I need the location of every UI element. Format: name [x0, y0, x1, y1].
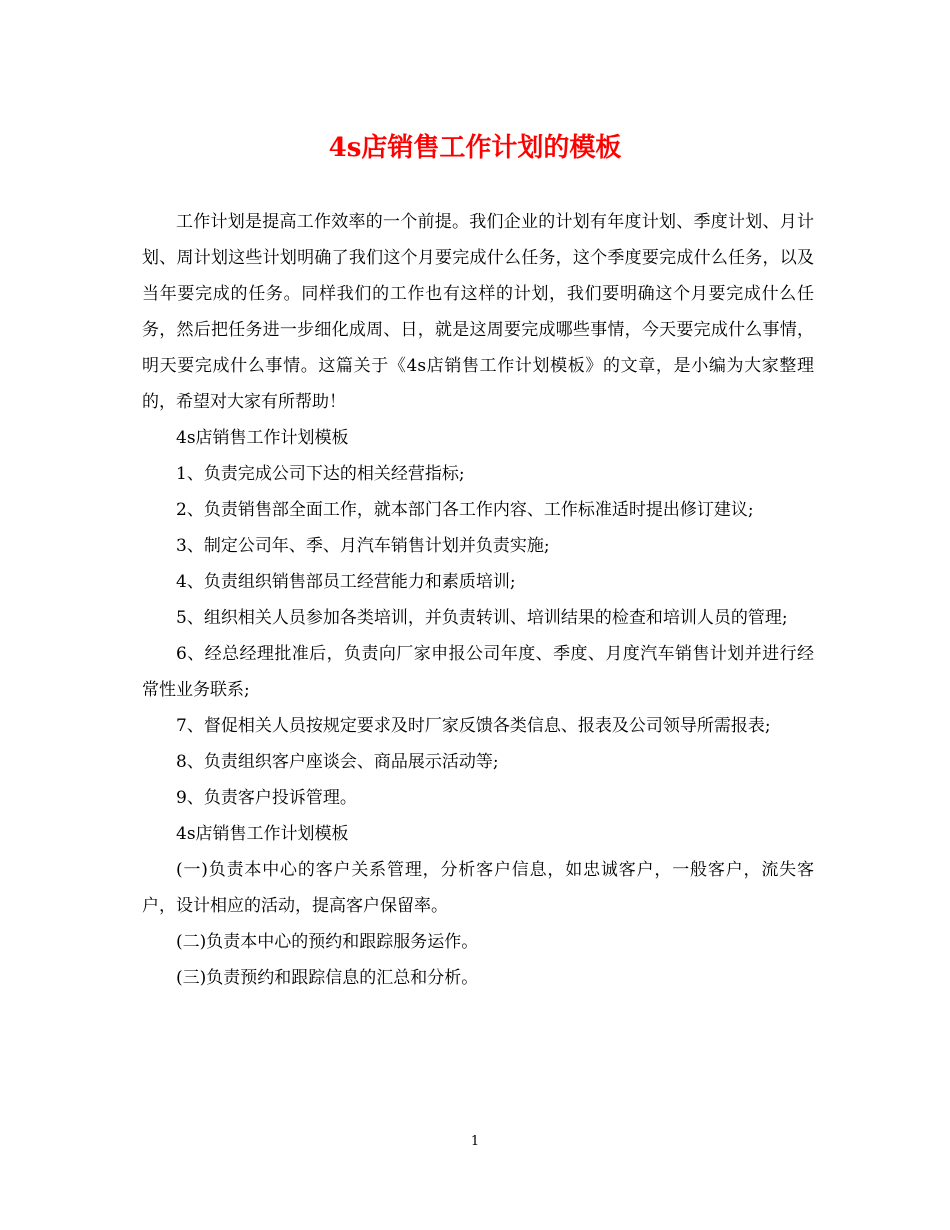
list-item: 8、负责组织客户座谈会、商品展示活动等; [176, 752, 499, 772]
list-item: 2、负责销售部全面工作，就本部门各工作内容、工作标准适时提出修订建议; [176, 500, 754, 520]
list-item: 9、负责客户投诉管理。 [176, 788, 357, 808]
list-item: 7、督促相关人员按规定要求及时厂家反馈各类信息、报表及公司领导所需报表; [176, 716, 771, 736]
list-item: (一)负责本中心的客户关系管理，分析客户信息，如忠诚客户，一般客户，流失客户，设计相应的活动，提高客户保留率。 [142, 860, 814, 916]
document-title: 4s店销售工作计划的模板 [328, 133, 622, 163]
page-number: 1 [470, 1134, 480, 1149]
section-heading: 4s店销售工作计划模板 [176, 428, 349, 448]
intro-paragraph: 工作计划是提高工作效率的一个前提。我们企业的计划有年度计划、季度计划、月计划、周计划这些计划明确了我们这个月要完成什么任务，这个季度要完成什么任务，以及当年要完成的任务。同样我们的工作也有这样的计划，我们要明确这个月要完成什么任务，然后把任务进一步细化成周、日，就是这周要完成哪些事情，今天要完成什么事情，明天要完成什么事情。这篇关于《4s店销售工作计划模板》的文章，是小编为大家整理的，希望对大家有所帮助！ [142, 212, 814, 412]
list-item: 1、负责完成公司下达的相关经营指标; [176, 464, 465, 484]
list-item: 5、组织相关人员参加各类培训，并负责转训、培训结果的检查和培训人员的管理; [176, 608, 788, 628]
list-item: 6、经总经理批准后，负责向厂家申报公司年度、季度、月度汽车销售计划并进行经常性业务联系; [142, 644, 814, 700]
section-heading: 4s店销售工作计划模板 [176, 824, 349, 844]
list-item: (三)负责预约和跟踪信息的汇总和分析。 [176, 968, 479, 988]
list-item: (二)负责本中心的预约和跟踪服务运作。 [176, 932, 479, 952]
list-item: 4、负责组织销售部员工经营能力和素质培训; [176, 572, 516, 592]
document-body [142, 204, 814, 996]
list-item: 3、制定公司年、季、月汽车销售计划并负责实施; [176, 536, 550, 556]
